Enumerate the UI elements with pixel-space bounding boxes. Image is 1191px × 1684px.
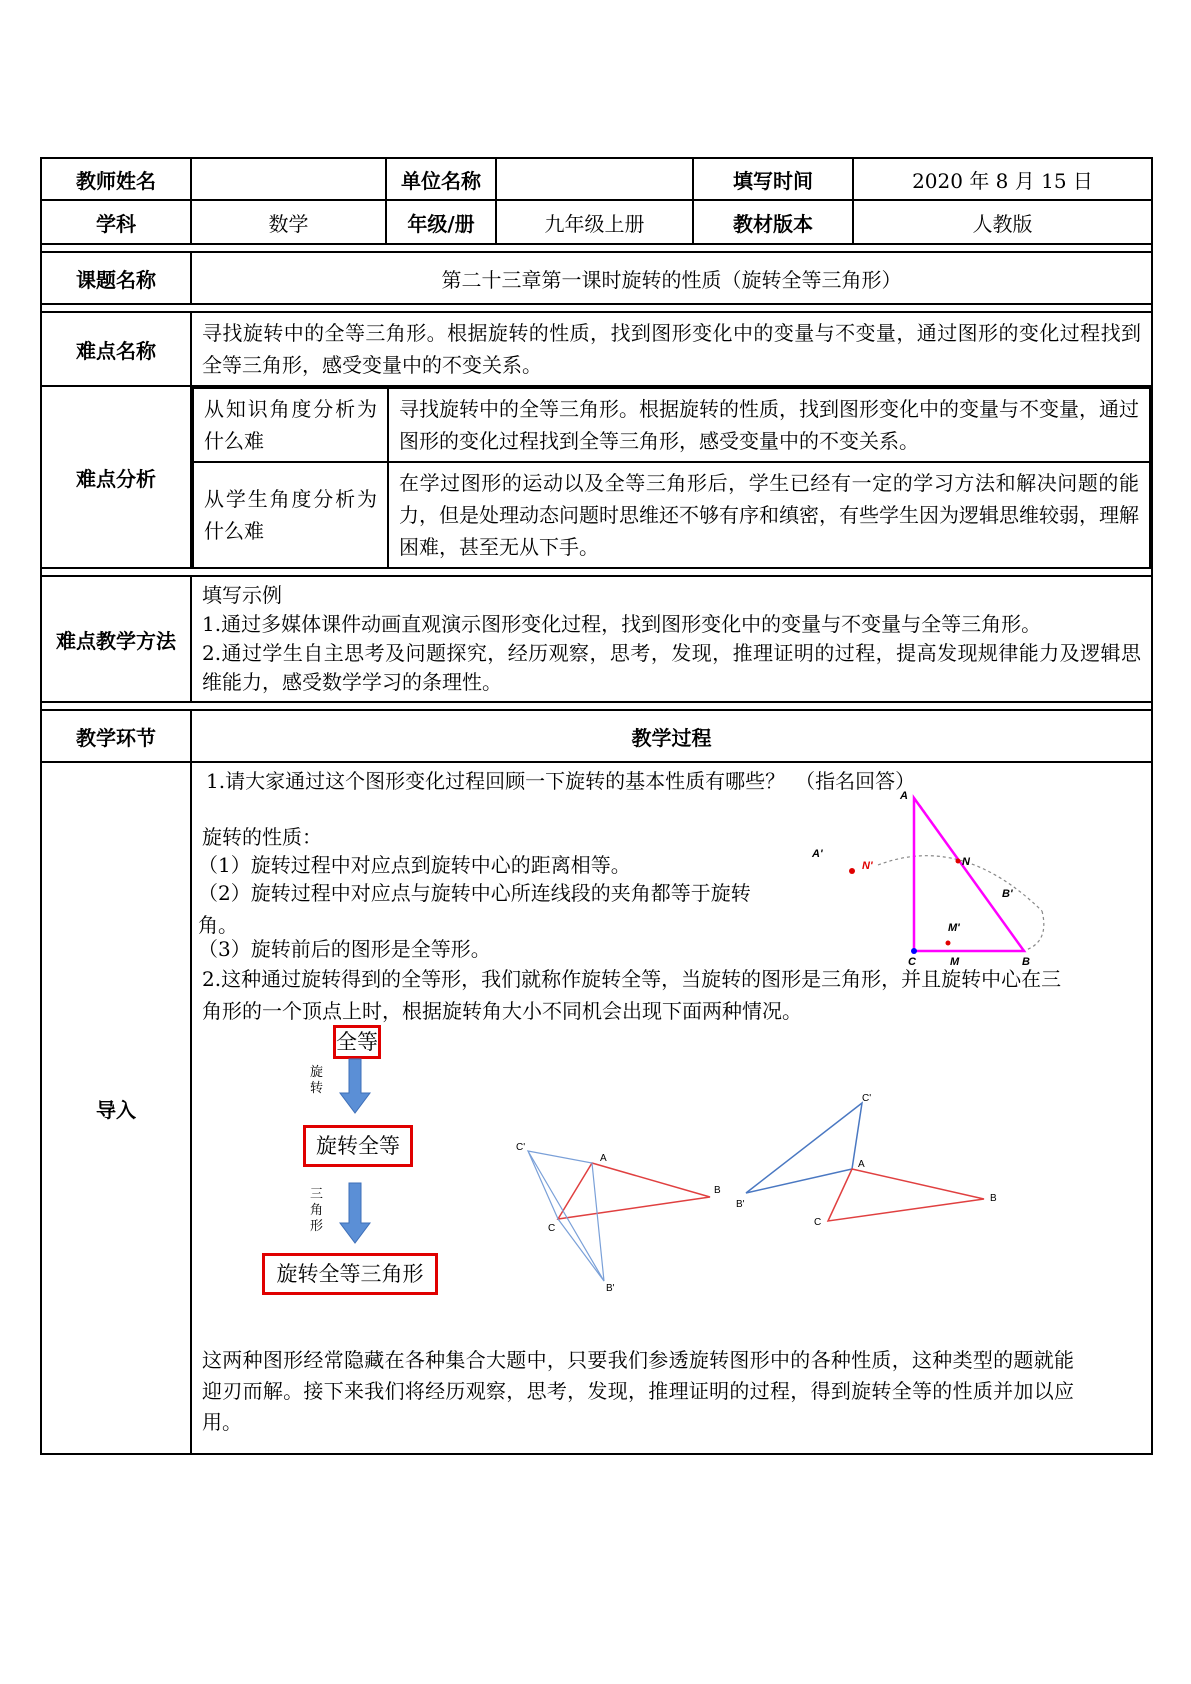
method-line: 2.通过学生自主思考及问题探究，经历观察，思考，发现，推理证明的过程，提高发现规律能力及逻辑思维能力，感受数学学习的条理性。 bbox=[202, 641, 1141, 694]
process-row bbox=[41, 762, 1152, 1454]
time-label: 填写时间 bbox=[693, 158, 853, 200]
grade-label: 年级/册 bbox=[386, 200, 496, 244]
conclusion: 这两种图形经常隐藏在各种集合大题中，只要我们参透旋转图形中的各种性质，这种类型的题就能迎刃而解。接下来我们将经历观察，思考，发现，推理证明的过程，得到旋转全等的性质并加以应用。 bbox=[202, 1348, 1074, 1434]
grade-value: 九年级上册 bbox=[496, 200, 693, 244]
flow-box-rotation-congruent: 旋转全等 bbox=[303, 1125, 413, 1167]
method-line: 1.通过多媒体课件动画直观演示图形变化过程，找到图形变化中的变量与不变量与全等三角形。 bbox=[202, 612, 1042, 636]
prop-2: （2）旋转过程中对应点与旋转中心所连线段的夹角都等于旋转角。 bbox=[198, 881, 751, 937]
analysis-row bbox=[41, 386, 1152, 568]
question-2: 2.这种通过旋转得到的全等形，我们就称作旋转全等，当旋转的图形是三角形，并且旋转中心在三角形的一个顶点上时，根据旋转角大小不同机会出现下面两种情况。 bbox=[202, 967, 1062, 1023]
svg-text:C': C' bbox=[862, 1093, 872, 1104]
prop-1: （1）旋转过程中对应点到旋转中心的距离相等。 bbox=[198, 853, 631, 877]
edition-value: 人教版 bbox=[853, 200, 1152, 244]
svg-text:A: A bbox=[858, 1159, 865, 1170]
svg-text:A': A' bbox=[812, 848, 823, 860]
svg-text:B: B bbox=[990, 1193, 997, 1204]
header-row-2 bbox=[41, 200, 1152, 244]
flow-arrow-label-triangle: 三角形 bbox=[310, 1187, 324, 1234]
flow-arrow-label-rotate: 旋转 bbox=[310, 1065, 324, 1096]
process-body bbox=[192, 763, 1151, 1453]
time-value: 2020 年 8 月 15 日 bbox=[853, 158, 1152, 200]
method-line: 填写示例 bbox=[202, 583, 282, 607]
svg-text:N': N' bbox=[862, 860, 873, 872]
svg-text:C: C bbox=[814, 1217, 822, 1228]
subject-value: 数学 bbox=[191, 200, 386, 244]
knowledge-label: 从知识角度分析为什么难 bbox=[193, 388, 388, 462]
topic-row bbox=[41, 252, 1152, 304]
svg-text:B: B bbox=[1022, 956, 1030, 968]
flow-arrow-2 bbox=[340, 1183, 370, 1245]
flow-arrow-1 bbox=[340, 1059, 370, 1115]
flow-box-rotation-congruent-triangle: 旋转全等三角形 bbox=[262, 1253, 438, 1295]
svg-text:B': B' bbox=[1002, 888, 1013, 900]
svg-text:C: C bbox=[908, 956, 916, 968]
svg-text:C: C bbox=[548, 1223, 556, 1234]
prop-3: （3）旋转前后的图形是全等形。 bbox=[198, 937, 491, 961]
lesson-table bbox=[40, 157, 1153, 1455]
process-header-row bbox=[41, 710, 1152, 762]
svg-text:A: A bbox=[900, 790, 908, 802]
process-label: 教学过程 bbox=[191, 710, 1152, 762]
difficulty-row bbox=[41, 312, 1152, 386]
rotation-figure-2 bbox=[732, 1093, 1012, 1233]
student-label: 从学生角度分析为什么难 bbox=[193, 462, 388, 567]
flow-box-congruent: 全等 bbox=[333, 1025, 381, 1059]
topic-label: 课题名称 bbox=[41, 252, 191, 304]
svg-text:A: A bbox=[600, 1153, 607, 1164]
svg-text:M': M' bbox=[948, 922, 960, 934]
svg-text:B': B' bbox=[736, 1199, 745, 1210]
difficulty-label: 难点名称 bbox=[41, 312, 191, 386]
knowledge-value: 寻找旋转中的全等三角形。根据旋转的性质，找到图形变化中的变量与不变量，通过图形的变化过程找到全等三角形，感受变量中的不变关系。 bbox=[388, 388, 1150, 462]
stage-name: 导入 bbox=[41, 762, 191, 1454]
unit-label: 单位名称 bbox=[386, 158, 496, 200]
method-row bbox=[41, 576, 1152, 702]
topic-value: 第二十三章第一课时旋转的性质（旋转全等三角形） bbox=[191, 252, 1152, 304]
svg-text:N: N bbox=[962, 856, 970, 868]
props-title: 旋转的性质： bbox=[202, 825, 322, 849]
subject-label: 学科 bbox=[41, 200, 191, 244]
analysis-subtable bbox=[192, 387, 1151, 567]
rotation-figure-1 bbox=[512, 1133, 722, 1293]
difficulty-value: 寻找旋转中的全等三角形。根据旋转的性质，找到图形变化中的变量与不变量，通过图形的变化过程找到全等三角形，感受变量中的不变关系。 bbox=[191, 312, 1152, 386]
teacher-label: 教师姓名 bbox=[41, 158, 191, 200]
svg-text:B: B bbox=[714, 1185, 721, 1196]
edition-label: 教材版本 bbox=[693, 200, 853, 244]
header-row-1 bbox=[41, 158, 1152, 200]
rotation-figure-magenta bbox=[812, 790, 1082, 968]
unit-value bbox=[496, 158, 693, 200]
lesson-plan bbox=[40, 157, 1151, 1455]
svg-text:C': C' bbox=[516, 1142, 526, 1153]
teacher-value bbox=[191, 158, 386, 200]
method-label: 难点教学方法 bbox=[41, 576, 191, 702]
method-body bbox=[191, 576, 1152, 702]
stage-label: 教学环节 bbox=[41, 710, 191, 762]
question-1: 1.请大家通过这个图形变化过程回顾一下旋转的基本性质有哪些？ （指名回答） bbox=[206, 769, 916, 793]
analysis-label: 难点分析 bbox=[41, 386, 191, 568]
student-value: 在学过图形的运动以及全等三角形后，学生已经有一定的学习方法和解决问题的能力，但是处理动态问题时思维还不够有序和缜密，有些学生因为逻辑思维较弱，理解困难，甚至无从下手。 bbox=[388, 462, 1150, 567]
svg-text:M: M bbox=[950, 956, 960, 968]
svg-text:B': B' bbox=[606, 1283, 615, 1294]
